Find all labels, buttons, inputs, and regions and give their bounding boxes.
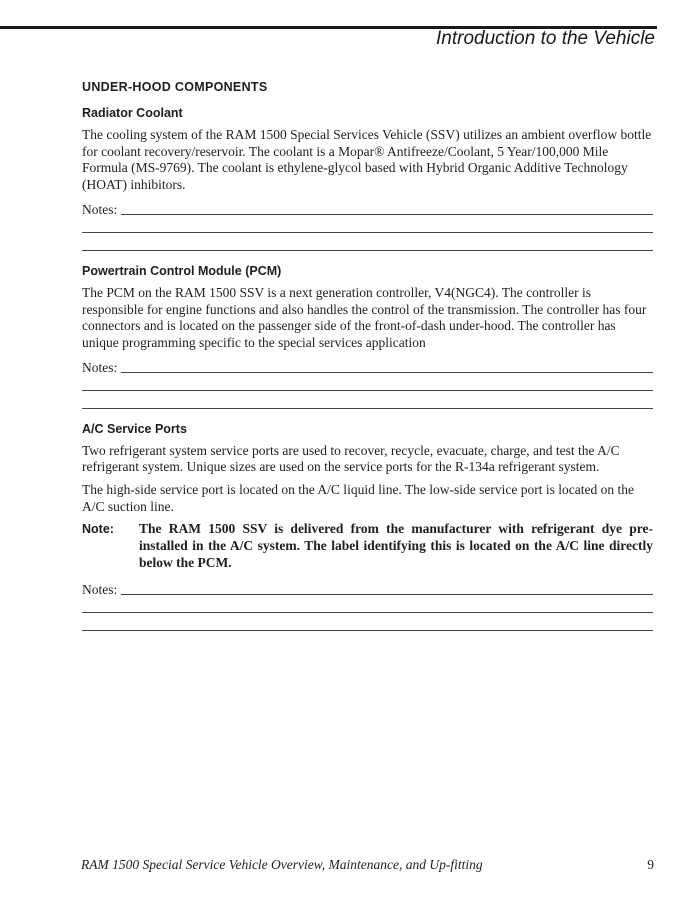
notes-area	[82, 358, 653, 412]
note-text: The RAM 1500 SSV is delivered from the manufacturer with refrigerant dye pre-installed in the A/C system. The label identifying this is located on the A/C line directly below the PCM.	[139, 521, 653, 570]
footer-title: RAM 1500 Special Service Vehicle Overview, Maintenance, and Up-fitting	[81, 857, 483, 872]
notes-line	[82, 629, 653, 631]
subsection-heading: Powertrain Control Module (PCM)	[82, 263, 282, 278]
notes-label: Notes:	[82, 201, 118, 217]
notes-line	[82, 249, 653, 251]
paragraph: The cooling system of the RAM 1500 Special Services Vehicle (SSV) utilizes an ambient overflow bottle for coolant recovery/reservoir. The coolant is a Mopar® Antifreeze/Coolant, 5 Year/100,000 Mile Formula (MS-9769). The coolant is ethylene-glycol based with Hybrid Organic Additive Technology (HOAT) inhibitors.	[82, 127, 652, 193]
paragraph: Two refrigerant system service ports are used to recover, recycle, evacuate, charge, and test the A/C refrigerant system. Unique sizes are used on the service ports for the R-134a refrigerant system.	[82, 442, 620, 475]
paragraph: The PCM on the RAM 1500 SSV is a next generation controller, V4(NGC4). The controller is responsible for engine functions and also handles the control of the transmission. The controller has four connectors and is located on the passenger side of the front-of-dash under-hood. The controller has unique programming specific to the special services application	[82, 284, 647, 350]
page-header-title: Introduction to the Vehicle	[436, 28, 655, 49]
notes-line	[82, 231, 653, 233]
notes-line	[121, 593, 653, 595]
paragraph: The high-side service port is located on the A/C liquid line. The low-side service port is located on the A/C suction line.	[82, 482, 634, 514]
notes-area	[82, 200, 653, 254]
notes-line	[82, 611, 653, 613]
notes-area	[82, 580, 653, 634]
notes-label: Notes:	[82, 359, 118, 375]
notes-label: Notes:	[82, 581, 118, 597]
page-content	[82, 80, 653, 644]
subsection-heading: Radiator Coolant	[82, 106, 183, 120]
page-number: 9	[647, 857, 654, 872]
subsection-heading: A/C Service Ports	[82, 421, 187, 436]
section-title: UNDER-HOOD COMPONENTS	[82, 80, 268, 94]
subsection-radiator-coolant	[82, 106, 653, 254]
notes-line	[82, 389, 653, 391]
subsection-ac-service-ports	[82, 422, 653, 634]
note-label: Note:	[82, 522, 114, 537]
note-callout	[82, 521, 653, 571]
notes-line	[82, 407, 653, 409]
subsection-pcm	[82, 264, 653, 412]
notes-line	[121, 371, 653, 373]
notes-line	[121, 213, 653, 215]
